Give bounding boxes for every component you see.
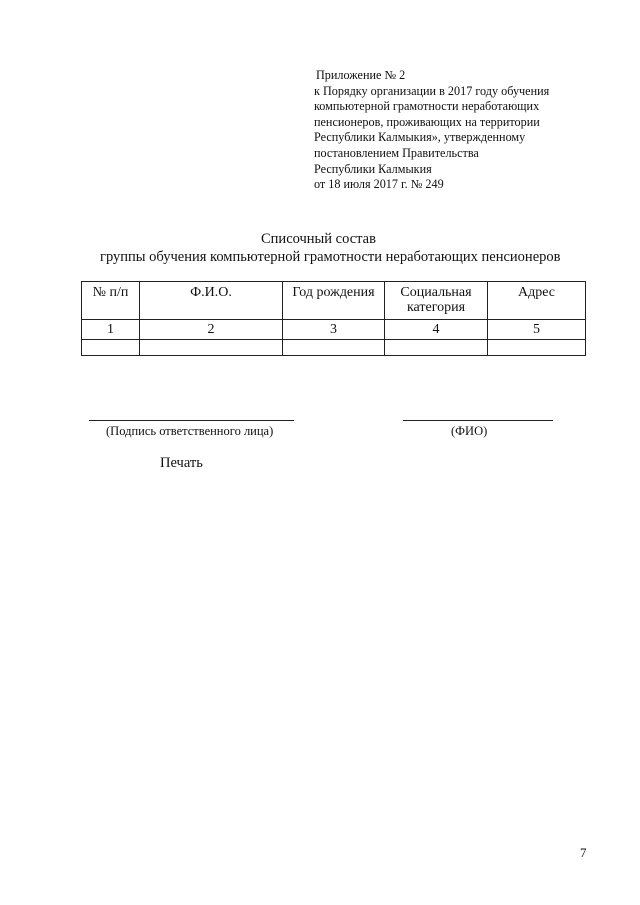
document-subtitle: группы обучения компьютерной грамотности неработающих пенсионеров [100,249,561,265]
header-number: № п/п [82,282,140,320]
name-caption: (ФИО) [451,424,488,438]
header-social-category: Социальная категория [385,282,488,320]
table-cell: 1 [82,320,140,340]
table-cell [488,340,586,356]
stamp-label: Печать [160,455,203,471]
appendix-line: компьютерной грамотности неработающих [314,99,540,114]
table-header-row [82,282,586,320]
page-number: 7 [580,845,587,860]
header-address: Адрес [488,282,586,320]
appendix-line: Республики Калмыкия», утвержденному [314,130,526,145]
header-full-name: Ф.И.О. [140,282,283,320]
table-cell [140,340,283,356]
roster-table [81,281,586,356]
table-row [82,340,586,356]
table-cell [385,340,488,356]
table-cell: 4 [385,320,488,340]
table-cell: 3 [283,320,385,340]
table-cell: 5 [488,320,586,340]
appendix-block [314,68,614,193]
appendix-line: от 18 июля 2017 г. № 249 [314,177,444,192]
table-cell: 2 [140,320,283,340]
table-cell [283,340,385,356]
appendix-line: к Порядку организации в 2017 году обучения [314,83,550,98]
appendix-line: Республики Калмыкия [314,161,432,176]
appendix-line: постановлением Правительства [314,145,479,160]
table-cell [82,340,140,356]
appendix-line: пенсионеров, проживающих на территории [314,114,540,129]
table-row [82,320,586,340]
name-line [403,420,553,421]
header-birth-year: Год рождения [283,282,385,320]
signature-caption: (Подпись ответственного лица) [106,424,274,438]
signature-line [89,420,294,421]
appendix-title: Приложение № 2 [316,68,406,82]
document-title: Списочный состав [261,231,376,247]
